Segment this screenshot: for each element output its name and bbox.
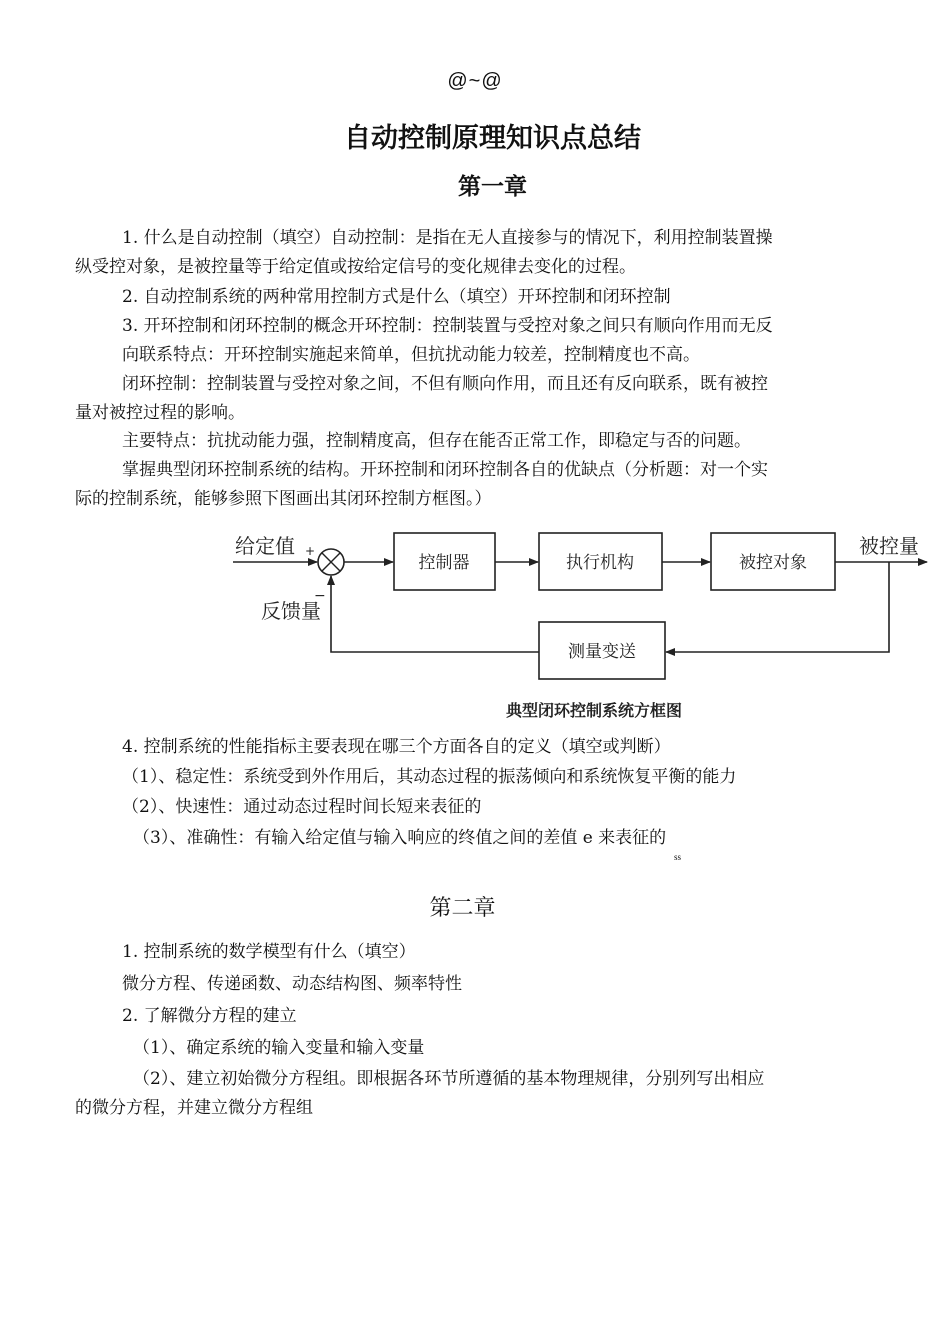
chapter2-heading: 第二章 xyxy=(429,896,496,921)
output-label: 被控量 xyxy=(859,534,919,558)
sensor-label: 测量变送 xyxy=(568,642,636,662)
paragraph-line: 4. 控制系统的性能指标主要表现在哪三个方面各自的定义（填空或判断） xyxy=(122,737,671,757)
paragraph-line: 际的控制系统，能够参照下图画出其闭环控制方框图。） xyxy=(75,489,492,509)
paragraph-line: 掌握典型闭环控制系统的结构。开环控制和闭环控制各自的优缺点（分析题：对一个实 xyxy=(122,460,768,480)
header-mark: @~@ xyxy=(447,70,503,92)
paragraph-line: （2）、建立初始微分方程组。即根据各环节所遵循的基本物理规律，分别列写出相应 xyxy=(133,1069,765,1089)
feedback-label: 反馈量 xyxy=(261,599,321,623)
subscript-ss: ss xyxy=(674,852,682,862)
paragraph-line: （2）、快速性：通过动态过程时间长短来表征的 xyxy=(122,797,482,817)
paragraph-line: （1）、确定系统的输入变量和输入变量 xyxy=(133,1038,425,1058)
paragraph-line: （1）、稳定性：系统受到外作用后，其动态过程的振荡倾向和系统恢复平衡的能力 xyxy=(122,767,737,787)
paragraph-line: 2. 了解微分方程的建立 xyxy=(122,1006,297,1026)
paragraph-line: 3. 开环控制和闭环控制的概念开环控制：控制装置与受控对象之间只有顺向作用而无反 xyxy=(122,316,773,336)
paragraph-line: 的微分方程，并建立微分方程组 xyxy=(75,1098,313,1118)
paragraph-line: 1. 控制系统的数学模型有什么（填空） xyxy=(122,942,416,962)
paragraph-line: 量对被控过程的影响。 xyxy=(75,403,245,423)
summing-junction xyxy=(318,549,344,575)
input-label: 给定值 xyxy=(235,534,295,558)
paragraph-line: 2. 自动控制系统的两种常用控制方式是什么（填空）开环控制和闭环控制 xyxy=(122,287,671,307)
minus-sign: − xyxy=(314,588,326,604)
paragraph-line: （3）、准确性：有输入给定值与输入响应的终值之间的差值 e 来表征的 xyxy=(133,828,667,848)
document-title: 自动控制原理知识点总结 xyxy=(344,123,641,154)
paragraph-line: 向联系特点：开环控制实施起来简单，但抗扰动能力较差，控制精度也不高。 xyxy=(122,345,700,365)
paragraph-line: 闭环控制：控制装置与受控对象之间，不但有顺向作用，而且还有反向联系，既有被控 xyxy=(122,374,768,394)
paragraph-line: 主要特点：抗扰动能力强，控制精度高，但存在能否正常工作，即稳定与否的问题。 xyxy=(122,431,751,451)
diagram-caption: 典型闭环控制系统方框图 xyxy=(505,701,683,720)
closed-loop-block-diagram xyxy=(225,522,935,727)
paragraph-line: 1. 什么是自动控制（填空）自动控制：是指在无人直接参与的情况下，利用控制装置操 xyxy=(122,228,773,248)
paragraph-line: 微分方程、传递函数、动态结构图、频率特性 xyxy=(122,974,462,994)
paragraph-line: 纵受控对象，是被控量等于给定值或按给定信号的变化规律去变化的过程。 xyxy=(75,257,636,277)
controller-label: 控制器 xyxy=(418,553,470,573)
plant-label: 被控对象 xyxy=(739,553,807,573)
plus-sign: + xyxy=(305,544,316,558)
chapter1-heading: 第一章 xyxy=(458,174,527,200)
actuator-label: 执行机构 xyxy=(566,553,634,573)
